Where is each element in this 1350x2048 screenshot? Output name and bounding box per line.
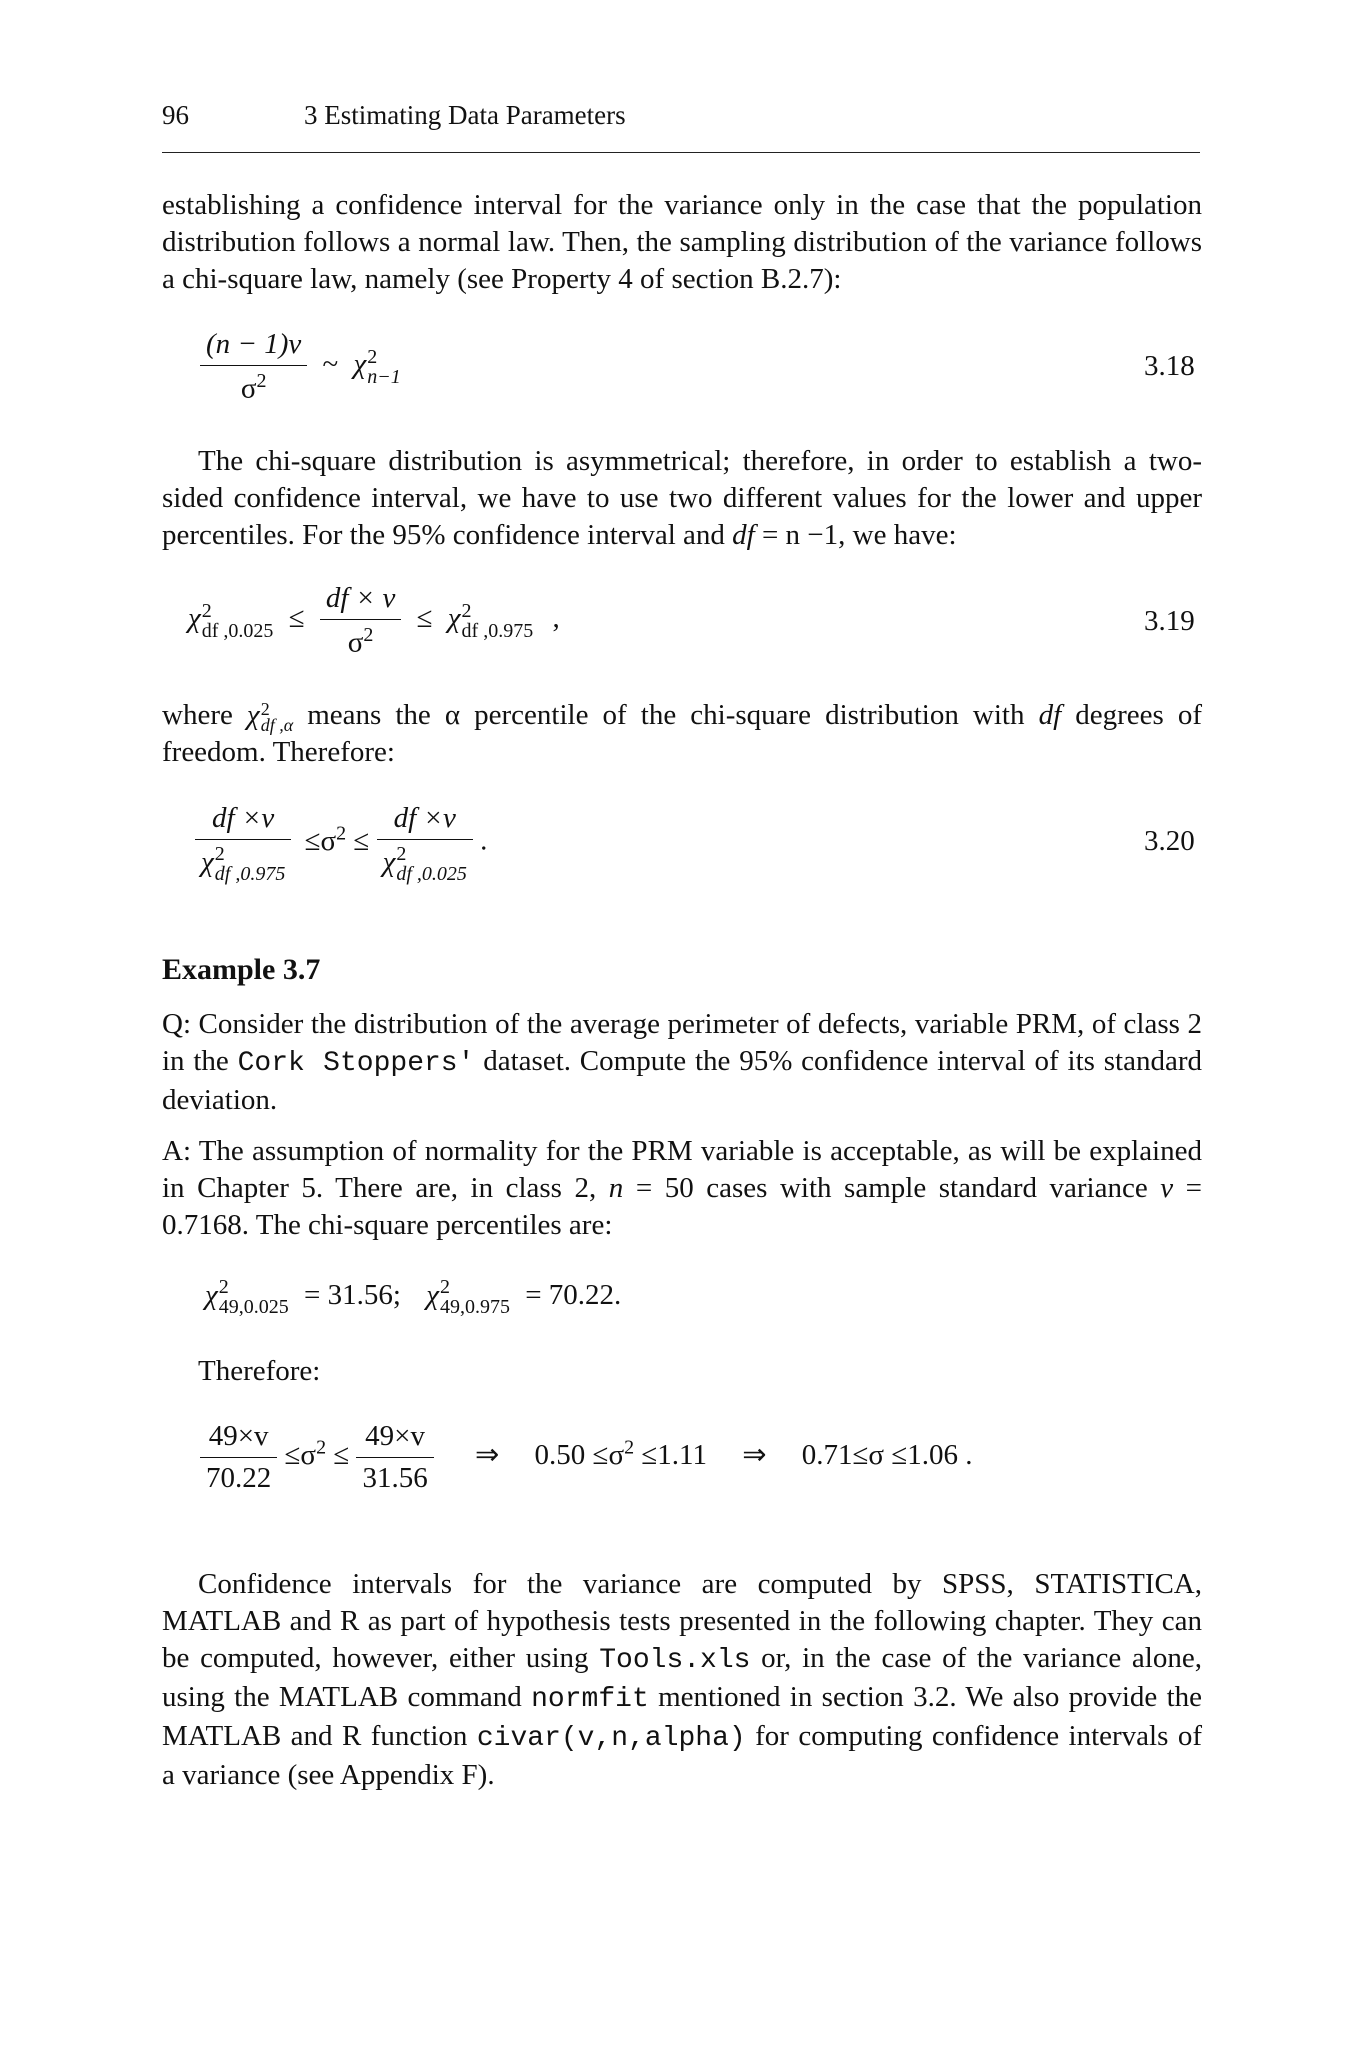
page-number: 96 (162, 100, 189, 130)
eq-3-19-chi-low: χ (188, 602, 201, 635)
equation-percentiles: χ 2 49,0.025 = 31.56; χ 2 49,0.975 = 70.22. (205, 1276, 622, 1318)
result-range-sd: 0.71≤σ ≤1.06 . (801, 1439, 973, 1472)
equation-result (200, 1420, 972, 1495)
result-middle: $\le\sigma^2$ ≤ (284, 1436, 350, 1472)
result-fraction-right: $\frac{49\times v}{31.56}$ (356, 1420, 433, 1495)
eq-3-19-numerator: df × v (325, 582, 396, 614)
eq-3-19-chi-high-scripts: 2 df ,0.975 (461, 599, 534, 642)
eq-3-20-fraction-right: df ×v χ 2 df ,0.025 (377, 802, 473, 884)
eq-3-18-chi: χ (353, 348, 367, 381)
eq-number-3-18: 3.18 (1144, 350, 1195, 382)
eq-3-19-chi-high: χ (447, 602, 461, 635)
equation-3-20 (195, 802, 487, 884)
example-heading: Example 3.7 (162, 953, 321, 986)
implies-arrow-1: ⇒ (474, 1439, 500, 1472)
example-answer: A: The assumption of normality for the PRM variable is acceptable, as will be explained in Chapter 5. There are, in class 2, n = 50 cases with sample standard variance v = 0.7168. The chi-square percentiles are: (162, 1135, 1203, 1241)
eq-3-19-le-2: ≤ (416, 602, 433, 635)
eq-3-18-chi-scripts: 2 n−1 (367, 345, 401, 388)
eq-number-3-19: 3.19 (1144, 605, 1195, 637)
result-fraction-left: $\frac{49\times v}{70.22}$ (200, 1420, 277, 1495)
eq-3-19-chi-low-scripts: 2 df ,0.025 (201, 599, 274, 642)
paragraph-where: where χ 2 df ,α means the α percentile of the chi-square distribution with df degrees of freedom. Therefore: (162, 699, 1203, 768)
example-question: Q: Consider the distribution of the average perimeter of defects, variable PRM, of class 2 in the Cork Stoppers' dataset. Compute the 95% confidence interval of its standard deviation. (162, 1008, 1202, 1116)
eq-3-19-denominator: $\sigma^2$ (320, 619, 402, 660)
eq-3-19-fraction (320, 582, 402, 660)
paragraph-chi-square: The chi-square distribution is asymmetrical; therefore, in order to establish a two-sided confidence interval, we have to use two different values for the lower and upper percentiles. For the 95% confidence interval and df = n −1, we have: (162, 445, 1202, 551)
eq-number-3-20: 3.20 (1144, 825, 1195, 857)
eq-3-20-fraction-left: df ×v χ 2 df ,0.975 (195, 802, 291, 884)
eq-3-20-middle: $\le\sigma^2$ ≤ (304, 822, 370, 857)
equation-3-18 (200, 328, 401, 406)
result-range-variance: $0.50 \le\sigma^2 \le 1.11$ (534, 1436, 707, 1472)
eq-3-18-denominator: $\sigma^2$ (200, 365, 307, 406)
equation-3-19 (188, 582, 560, 660)
eq-3-18-relation: ~ (322, 348, 339, 381)
therefore-text: Therefore: (198, 1355, 321, 1387)
intro-paragraph: establishing a confidence interval for the variance only in the case that the population distribution follows a normal law. Then, the sampling distribution of the variance follows a chi-square law, namely (see Property 4 of section B.2.7): (162, 189, 1202, 295)
implies-arrow-2: ⇒ (742, 1439, 767, 1472)
running-title: 3 Estimating Data Parameters (304, 100, 626, 130)
running-header (162, 100, 1200, 153)
eq-3-18-numerator: (n − 1)v (206, 328, 302, 360)
eq-3-18-fraction (200, 328, 307, 406)
eq-3-19-le-1: ≤ (288, 602, 305, 635)
closing-paragraph: Confidence intervals for the variance are computed by SPSS, STATISTICA, MATLAB and R as part of hypothesis tests presented in the following chapter. They can be computed, however, either using Tools.xls or, in the case of the variance alone, using the MATLAB command normfit mentioned in section 3.2. We also provide the MATLAB and R function civar(v,n,alpha) for computing confidence intervals of a variance (see Appendix F). (162, 1568, 1203, 1791)
eq-3-19-comma: , (552, 602, 560, 635)
eq-3-20-period: . (480, 824, 488, 857)
